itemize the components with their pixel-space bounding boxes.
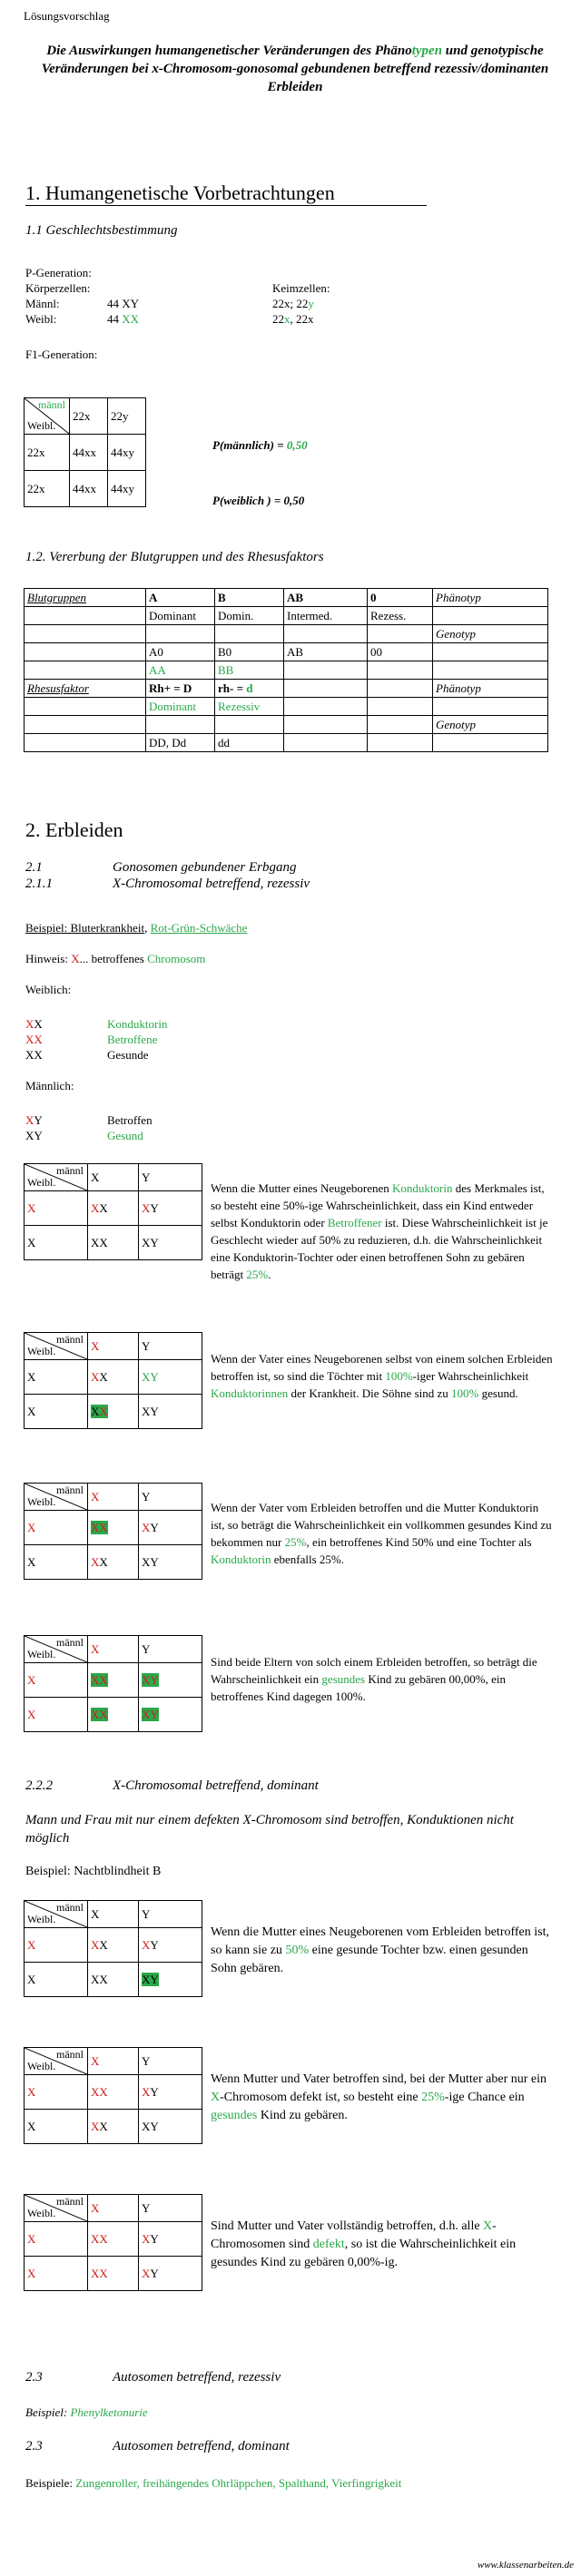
table-cell (25, 625, 146, 643)
table-cell: Y (139, 1333, 202, 1360)
paragraph-7: Sind Mutter und Vater vollständig betroffen, d.h. alle X-Chromosomen sind defekt, so ist die Wahrscheinlichkeit ein gesundes Kind zu gebären 0,00%-ig. (211, 2219, 517, 2269)
table-cell (284, 716, 368, 734)
beispiel-3: Beispiel: Phenylketonurie (25, 2405, 148, 2419)
table-cell: XY (139, 1511, 202, 1545)
table-cell (25, 734, 146, 752)
table-cell: XY (139, 2110, 202, 2144)
table-cell: B0 (215, 643, 284, 661)
punnett-table-5 (24, 1900, 202, 1997)
table-cell: XX (88, 1698, 139, 1732)
table-cell: A (146, 589, 215, 607)
num-2-3-b: 2.3 (25, 2439, 43, 2454)
punnett-table-4 (24, 1635, 202, 1732)
table-cell: X (25, 1663, 88, 1698)
table-cell: X (25, 1395, 88, 1429)
p-generation-label: P-Generation: (25, 266, 92, 279)
genotype-gesunde: XX (25, 1048, 43, 1062)
genotype-gesund: XY (25, 1129, 43, 1142)
paragraph-3: Wenn der Vater vom Erbleiden betroffen und die Mutter Konduktorin ist, so beträgt die Wahrscheinlichkeit ein vollkommen gesundes Kind zu bekommen nur 25%, ein betroffenes Kind 50% und eine Tochter als Konduktorin ebenfalls 25%. (211, 1501, 552, 1566)
table-cell: XY (139, 2257, 202, 2291)
table-cell (433, 607, 548, 625)
table-cell (433, 734, 548, 752)
table-cell: XX (88, 1545, 139, 1580)
table-cell: XY (139, 1395, 202, 1429)
maennl-koerper: 44 XY (107, 297, 140, 310)
beispiel-1: Beispiel: Bluterkrankheit, Rot-Grün-Schwäche (25, 921, 248, 935)
subheading-1-2: 1.2. Vererbung der Blutgruppen und des Rhesusfaktors (25, 550, 324, 564)
maennlich-label: Männlich: (25, 1079, 74, 1092)
dominant-intro: Mann und Frau mit nur einem defekten X-Chromosom sind betroffen, Konduktionen nicht möglich (25, 1813, 514, 1846)
table-cell: X (25, 1226, 88, 1260)
diagonal-cell: männl Weibl. (25, 398, 70, 435)
weibl-label: Weibl: (25, 312, 57, 326)
table-cell: 44xx (70, 435, 108, 471)
table-cell: 44xy (108, 471, 146, 507)
table-cell: X (88, 2195, 139, 2222)
diagonal-cell: männl Weibl. (25, 1901, 88, 1928)
diagonal-cell: männl Weibl. (25, 1636, 88, 1663)
table-cell: X (88, 1901, 139, 1928)
blutgruppen-table (24, 588, 548, 752)
title-2-2-2: X-Chromosomal betreffend, dominant (113, 1778, 319, 1793)
table-cell: XX (88, 1191, 139, 1226)
hinweis: Hinweis: X... betroffenes Chromosom (25, 952, 206, 965)
table-cell: XX (88, 2257, 139, 2291)
num-2-1: 2.1 (25, 860, 43, 875)
table-cell: 44xy (108, 435, 146, 471)
weiblich-label: Weiblich: (25, 983, 72, 996)
table-cell: rh- = d (215, 680, 284, 698)
table-cell: 44xx (70, 471, 108, 507)
table-cell: XY (139, 1928, 202, 1963)
genotype-konduktorin: XX (25, 1017, 43, 1031)
title-2-1: Gonosomen gebundener Erbgang (113, 860, 297, 875)
table-cell: XX (88, 2222, 139, 2257)
table-cell (368, 625, 433, 643)
table-cell: XX (88, 1963, 139, 1997)
table-cell: Y (139, 1484, 202, 1511)
table-cell: Dominant (146, 607, 215, 625)
table-cell: X (88, 1636, 139, 1663)
table-cell: Rhesusfaktor (25, 680, 146, 698)
table-cell: X (25, 1511, 88, 1545)
table-cell (215, 716, 284, 734)
table-cell: Phänotyp (433, 589, 548, 607)
table-cell: Dominant (146, 698, 215, 716)
koerperzellen-label: Körperzellen: (25, 281, 91, 295)
table-cell: X (25, 2110, 88, 2144)
betroffen-label: Betroffen (107, 1113, 153, 1127)
table-cell: AA (146, 661, 215, 680)
table-cell: XY (139, 1360, 202, 1395)
p-weiblich: P(weiblich ) = 0,50 (212, 494, 305, 507)
table-cell: XY (139, 2222, 202, 2257)
table-cell: X (25, 2257, 88, 2291)
f1-table (24, 397, 146, 507)
table-cell: X (25, 2222, 88, 2257)
table-cell: XY (139, 1963, 202, 1997)
table-cell (25, 698, 146, 716)
table-cell (433, 661, 548, 680)
title-2-3-b: Autosomen betreffend, dominant (113, 2439, 290, 2454)
footer-url: www.klassenarbeiten.de (477, 2560, 574, 2571)
table-cell: XX (88, 2075, 139, 2110)
table-cell: X (88, 1164, 139, 1191)
table-cell: Genotyp (433, 716, 548, 734)
paragraph-4: Sind beide Eltern von solch einem Erbleiden betroffen, so beträgt die Wahrscheinlichkeit ein gesundes Kind zu gebären 00,00%, ein betroffenes Kind dagegen 100%. (211, 1655, 537, 1703)
section-1-heading: 1. Humangenetische Vorbetrachtungen (25, 181, 427, 206)
table-cell: X (25, 1360, 88, 1395)
title-2-3-a: Autosomen betreffend, rezessiv (113, 2370, 281, 2385)
diagonal-cell: männl Weibl. (25, 2048, 88, 2075)
table-cell: BB (215, 661, 284, 680)
table-cell: Y (139, 1164, 202, 1191)
table-cell (284, 661, 368, 680)
table-cell (433, 698, 548, 716)
punnett-table-6 (24, 2047, 202, 2144)
beispiel-4: Beispiele: Zungenroller, freihängendes Ohrläppchen, Spalthand, Vierfingrigkeit (25, 2476, 402, 2490)
table-cell (368, 680, 433, 698)
table-cell: XY (139, 1226, 202, 1260)
paragraph-5: Wenn die Mutter eines Neugeborenen vom Erbleiden betroffen ist, so kann sie zu 50% eine gesunde Tochter bzw. einen gesunden Sohn gebären. (211, 1925, 549, 1975)
diagonal-cell: männl Weibl. (25, 1484, 88, 1511)
table-cell: 22x (25, 471, 70, 507)
table-cell: X (88, 1333, 139, 1360)
table-cell: Rezess. (368, 607, 433, 625)
table-cell (284, 680, 368, 698)
table-cell: XY (139, 2075, 202, 2110)
f1-label: F1-Generation: (25, 348, 98, 361)
punnett-table-2 (24, 1332, 202, 1429)
table-cell (433, 643, 548, 661)
paragraph-2: Wenn der Vater eines Neugeborenen selbst von einem solchen Erbleiden betroffen ist, so sind die Töchter mit 100%-iger Wahrscheinlichkeit Konduktorinnen der Krankheit. Die Söhne sind zu 100% gesund. (211, 1352, 553, 1400)
table-cell (25, 643, 146, 661)
section-2-heading: 2. Erbleiden (25, 818, 123, 841)
table-cell: X (25, 1698, 88, 1732)
maennl-label: Männl: (25, 297, 60, 310)
table-cell: Y (139, 1636, 202, 1663)
table-cell: AB (284, 643, 368, 661)
weibl-koerper: 44 XX (107, 312, 140, 326)
table-cell: X (25, 2075, 88, 2110)
table-cell (25, 607, 146, 625)
table-cell: X (25, 1928, 88, 1963)
paragraph-1: Wenn die Mutter eines Neugeborenen Konduktorin des Merkmales ist, so besteht eine 50%-ige Wahrscheinlichkeit, dass ein Kind entweder selbst Konduktorin oder Betroffener ist. Diese Wahrscheinlichkeit ist je Geschlecht wieder auf 50% zu reduzieren, d.h. die Wahrscheinlichkeit eine Konduktorin-Tochter oder einen betroffenen Sohn zu gebären beträgt 25%. (211, 1181, 548, 1281)
table-cell: Blutgruppen (25, 589, 146, 607)
table-cell: XY (139, 1663, 202, 1698)
table-cell: XY (139, 1191, 202, 1226)
diagonal-cell: männl Weibl. (25, 1333, 88, 1360)
table-cell: Rh+ = D (146, 680, 215, 698)
gesund-label: Gesund (107, 1129, 143, 1142)
table-cell (25, 661, 146, 680)
table-cell: XY (139, 1698, 202, 1732)
num-2-2-2: 2.2.2 (25, 1778, 53, 1793)
p-maennlich: P(männlich) = 0,50 (212, 438, 308, 452)
table-cell: 22x (25, 435, 70, 471)
label-loesung: Lösungsvorschlag (24, 9, 110, 23)
table-cell (284, 734, 368, 752)
gesunde-label: Gesunde (107, 1048, 149, 1062)
title-2-1-1: X-Chromosomal betreffend, rezessiv (113, 877, 310, 891)
table-cell (368, 716, 433, 734)
table-cell (368, 734, 433, 752)
genotype-betroffen: XY (25, 1113, 43, 1127)
weibl-keim: 22x, 22x (272, 312, 314, 326)
betroffene-label: Betroffene (107, 1033, 158, 1046)
table-cell: Y (139, 2195, 202, 2222)
table-cell: DD, Dd (146, 734, 215, 752)
diagonal-cell: männl Weibl. (25, 2195, 88, 2222)
table-cell (368, 661, 433, 680)
table-cell: XX (88, 1226, 139, 1260)
table-cell: XY (139, 1545, 202, 1580)
maennl-keim: 22x; 22y (272, 297, 314, 310)
table-cell: XX (88, 2110, 139, 2144)
punnett-table-7 (24, 2194, 202, 2291)
genotype-betroffene: XX (25, 1033, 43, 1046)
table-cell (368, 698, 433, 716)
table-cell: XX (88, 1928, 139, 1963)
table-cell: X (25, 1963, 88, 1997)
table-cell: XX (88, 1395, 139, 1429)
table-cell: 22x (70, 398, 108, 435)
table-cell: B (215, 589, 284, 607)
table-cell: X (25, 1545, 88, 1580)
table-cell: XX (88, 1511, 139, 1545)
punnett-table-1 (24, 1163, 202, 1260)
table-cell: XX (88, 1663, 139, 1698)
table-cell: Domin. (215, 607, 284, 625)
table-cell: AB (284, 589, 368, 607)
table-cell: Y (139, 1901, 202, 1928)
table-cell: 0 (368, 589, 433, 607)
table-cell (25, 716, 146, 734)
keimzellen-label: Keimzellen: (272, 281, 330, 295)
page-title: Die Auswirkungen humangenetischer Veränderungen des Phänotypen und genotypische Veränderungen bei x-Chromosom-gonosomal gebundenen betreffend rezessiv/dominanten Erbleiden (41, 44, 549, 94)
table-cell (146, 716, 215, 734)
subheading-1-1: 1.1 Geschlechtsbestimmung (25, 223, 178, 238)
diagonal-cell: männl Weibl. (25, 1164, 88, 1191)
table-cell: Genotyp (433, 625, 548, 643)
table-cell: Rezessiv (215, 698, 284, 716)
table-cell (284, 625, 368, 643)
table-cell (146, 625, 215, 643)
table-cell (215, 625, 284, 643)
table-cell: X (25, 1191, 88, 1226)
table-cell: dd (215, 734, 284, 752)
table-cell: Intermed. (284, 607, 368, 625)
beispiel-2: Beispiel: Nachtblindheit B (25, 1865, 162, 1878)
table-cell: Y (139, 2048, 202, 2075)
table-cell: X (88, 2048, 139, 2075)
num-2-1-1: 2.1.1 (25, 877, 53, 891)
table-cell: 22y (108, 398, 146, 435)
paragraph-6: Wenn Mutter und Vater betroffen sind, bei der Mutter aber nur ein X-Chromosom defekt ist, so besteht eine 25%-ige Chance ein gesundes Kind zu gebären. (211, 2072, 547, 2122)
num-2-3-a: 2.3 (25, 2370, 43, 2385)
konduktorin-label: Konduktorin (107, 1017, 168, 1031)
table-cell: A0 (146, 643, 215, 661)
table-cell (284, 698, 368, 716)
table-cell: Phänotyp (433, 680, 548, 698)
punnett-table-3 (24, 1483, 202, 1580)
table-cell: X (88, 1484, 139, 1511)
table-cell: XX (88, 1360, 139, 1395)
table-cell: 00 (368, 643, 433, 661)
